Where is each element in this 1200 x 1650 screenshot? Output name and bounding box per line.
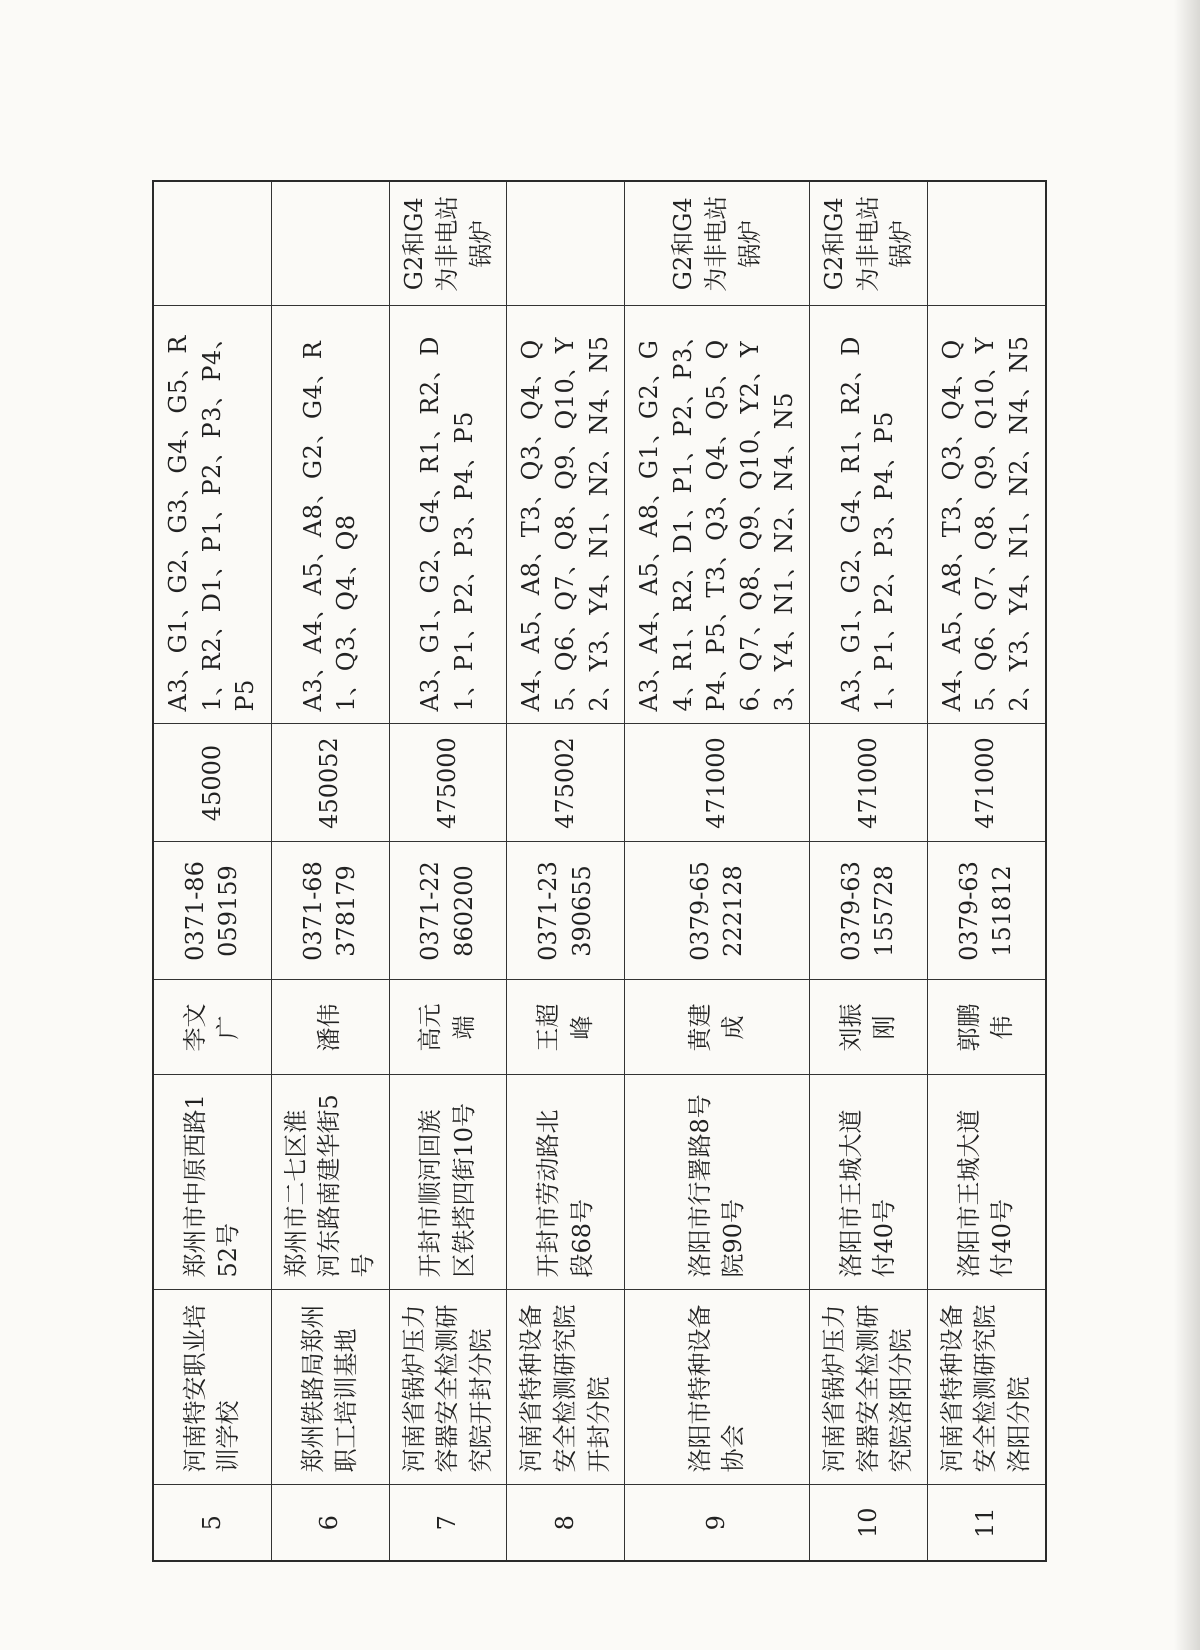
note-cell (927, 181, 1045, 306)
table-row (507, 181, 625, 1561)
note-cell (271, 181, 389, 306)
institution-table (152, 180, 1047, 1562)
contact-cell: 王超峰 (507, 980, 625, 1075)
table-body (153, 181, 1046, 1561)
address-cell: 洛阳市王城大道付40号 (810, 1075, 928, 1290)
table-row (153, 181, 271, 1561)
phone-cell: 0379-63155728 (810, 842, 928, 980)
contact-cell: 高元端 (389, 980, 507, 1075)
scope-cell: A4、A5、A8、T3、Q3、Q4、Q5、Q6、Q7、Q8、Q9、Q10、Y2、Y3、Y4、N1、N2、N4、N5 (927, 306, 1045, 724)
contact-cell: 黄建成 (625, 980, 810, 1075)
contact-cell: 刘振刚 (810, 980, 928, 1075)
table-row (271, 181, 389, 1561)
seq-cell: 7 (389, 1485, 507, 1561)
table-row (927, 181, 1045, 1561)
zip-cell: 45000 (153, 724, 271, 842)
zip-cell: 450052 (271, 724, 389, 842)
note-cell (507, 181, 625, 306)
seq-cell: 5 (153, 1485, 271, 1561)
contact-cell: 郭鹏伟 (927, 980, 1045, 1075)
address-cell: 开封市顺河回族区铁塔四街10号 (389, 1075, 507, 1290)
phone-cell: 0379-65222128 (625, 842, 810, 980)
scope-cell: A3、G1、G2、G3、G4、G5、R1、R2、D1、P1、P2、P3、P4、P5 (153, 306, 271, 724)
seq-cell: 8 (507, 1485, 625, 1561)
scope-cell: A3、G1、G2、G4、R1、R2、D1、P1、P2、P3、P4、P5 (389, 306, 507, 724)
table-row (389, 181, 507, 1561)
org-cell: 洛阳市特种设备协会 (625, 1290, 810, 1485)
org-cell: 郑州铁路局郑州职工培训基地 (271, 1290, 389, 1485)
contact-cell: 潘伟 (271, 980, 389, 1075)
table-row (625, 181, 810, 1561)
note-cell (153, 181, 271, 306)
zip-cell: 471000 (625, 724, 810, 842)
org-cell: 河南省锅炉压力容器安全检测研究院洛阳分院 (810, 1290, 928, 1485)
address-cell: 郑州市中原西路152号 (153, 1075, 271, 1290)
phone-cell: 0371-22860200 (389, 842, 507, 980)
seq-cell: 10 (810, 1485, 928, 1561)
zip-cell: 475000 (389, 724, 507, 842)
note-cell: G2和G4为非电站锅炉 (389, 181, 507, 306)
scope-cell: A3、G1、G2、G4、R1、R2、D1、P1、P2、P3、P4、P5 (810, 306, 928, 724)
address-cell: 洛阳市王城大道付40号 (927, 1075, 1045, 1290)
phone-cell: 0371-68378179 (271, 842, 389, 980)
table-row (810, 181, 928, 1561)
seq-cell: 11 (927, 1485, 1045, 1561)
scope-cell: A3、A4、A5、A8、G2、G4、R1、Q3、Q4、Q8 (271, 306, 389, 724)
scope-cell: A4、A5、A8、T3、Q3、Q4、Q5、Q6、Q7、Q8、Q9、Q10、Y2、Y3、Y4、N1、N2、N4、N5 (507, 306, 625, 724)
page-edge-shadow (1174, 0, 1200, 1650)
zip-cell: 475002 (507, 724, 625, 842)
zip-cell: 471000 (810, 724, 928, 842)
seq-cell: 9 (625, 1485, 810, 1561)
org-cell: 河南省锅炉压力容器安全检测研究院开封分院 (389, 1290, 507, 1485)
org-cell: 河南省特种设备安全检测研究院洛阳分院 (927, 1290, 1045, 1485)
zip-cell: 471000 (927, 724, 1045, 842)
note-cell: G2和G4为非电站锅炉 (810, 181, 928, 306)
contact-cell: 李文广 (153, 980, 271, 1075)
address-cell: 郑州市二七区淮河东路南建华街5号 (271, 1075, 389, 1290)
address-cell: 开封市劳动路北段68号 (507, 1075, 625, 1290)
phone-cell: 0379-63151812 (927, 842, 1045, 980)
org-cell: 河南特安职业培训学校 (153, 1290, 271, 1485)
org-cell: 河南省特种设备安全检测研究院开封分院 (507, 1290, 625, 1485)
phone-cell: 0371-23390655 (507, 842, 625, 980)
scope-cell: A3、A4、A5、A8、G1、G2、G4、R1、R2、D1、P1、P2、P3、P4、P5、T3、Q3、Q4、Q5、Q6、Q7、Q8、Q9、Q10、Y2、Y3、Y4、N1、N2、N4、N5 (625, 306, 810, 724)
note-cell: G2和G4为非电站锅炉 (625, 181, 810, 306)
seq-cell: 6 (271, 1485, 389, 1561)
phone-cell: 0371-86059159 (153, 842, 271, 980)
address-cell: 洛阳市行署路8号院90号 (625, 1075, 810, 1290)
rotated-table-container (152, 182, 1034, 1562)
